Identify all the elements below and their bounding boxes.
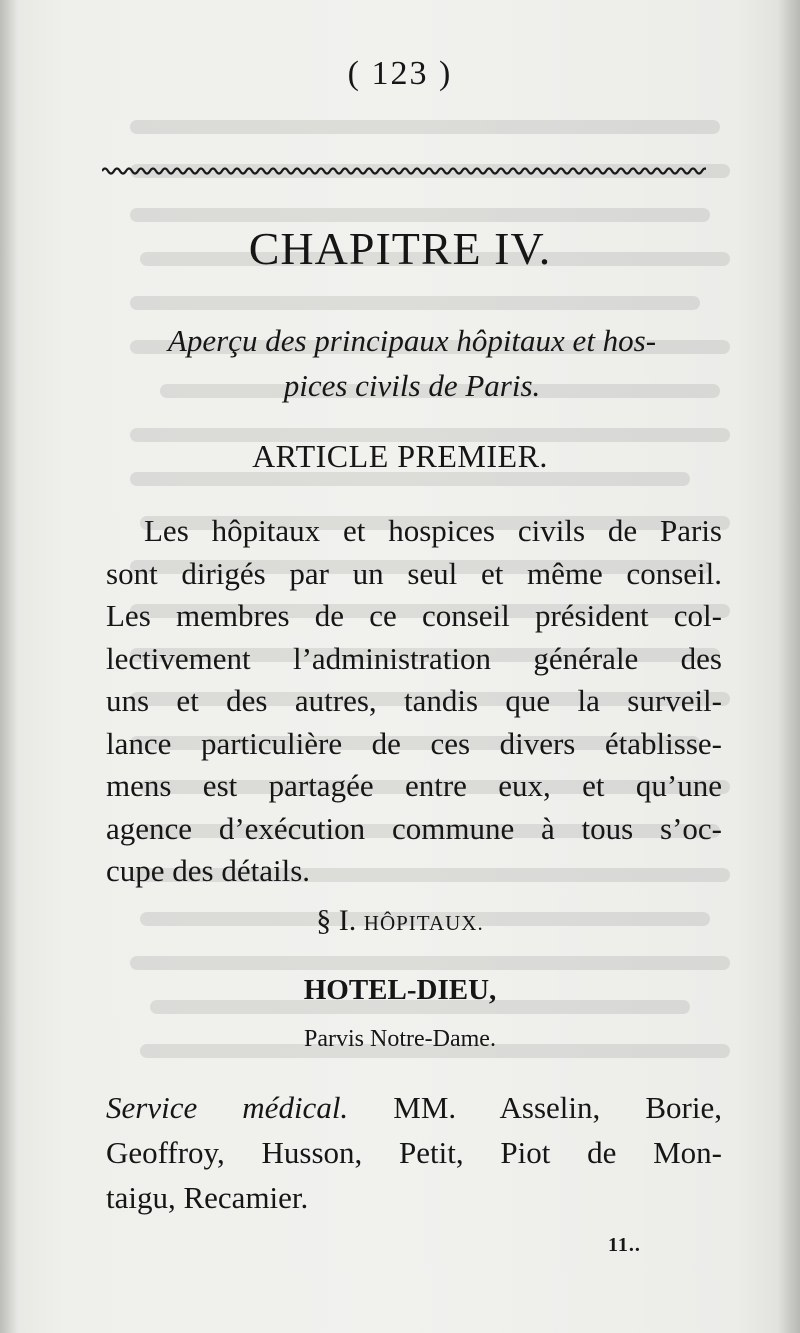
- service-line: Geoffroy, Husson, Petit, Piot de Mon-: [106, 1135, 722, 1170]
- service-line: taigu, Recamier.: [106, 1180, 309, 1215]
- service-names-start: MM. Asselin, Borie,: [348, 1090, 722, 1125]
- chapter-subtitle: [106, 318, 718, 408]
- service-paragraph: [106, 1085, 722, 1220]
- chapter-subtitle-line: pices civils de Paris.: [283, 368, 541, 403]
- hospital-name: HOTEL-DIEU,: [303, 974, 497, 1006]
- signature-mark: 11..: [608, 1234, 641, 1256]
- body-line: Les membres de ce conseil président col-: [106, 598, 722, 633]
- section-mark: § I.: [316, 904, 357, 937]
- body-line: uns et des autres, tandis que la surveil-: [106, 683, 722, 718]
- article-title: ARTICLE PREMIER.: [252, 438, 548, 474]
- section-heading: [0, 904, 800, 938]
- decorative-wavy-rule: [102, 166, 706, 176]
- body-line: lance particulière de ces divers établisse-: [106, 725, 722, 761]
- section-title: HÔPITAUX.: [363, 911, 484, 935]
- body-line: Les hôpitaux et hospices civils de Paris: [144, 513, 722, 548]
- page-number-header: ( 123 ): [347, 55, 453, 92]
- body-paragraph: [106, 510, 722, 893]
- body-line: lectivement l’administration générale des: [106, 640, 722, 676]
- body-line: sont dirigés par un seul et même conseil.: [106, 555, 722, 591]
- body-line: agence d’exécution commune à tous s’oc-: [106, 810, 722, 846]
- page-edge-left: [0, 0, 18, 1333]
- chapter-subtitle-line: Aperçu des principaux hôpitaux et hos-: [167, 323, 657, 358]
- chapter-title: CHAPITRE IV.: [248, 223, 552, 274]
- service-label: Service médical.: [106, 1090, 349, 1125]
- page-edge-right: [778, 0, 800, 1333]
- hospital-address: Parvis Notre-Dame.: [304, 1026, 496, 1052]
- body-line: cupe des détails.: [106, 853, 311, 888]
- service-line: [106, 1085, 722, 1130]
- body-line: mens est partagée entre eux, et qu’une: [106, 768, 722, 803]
